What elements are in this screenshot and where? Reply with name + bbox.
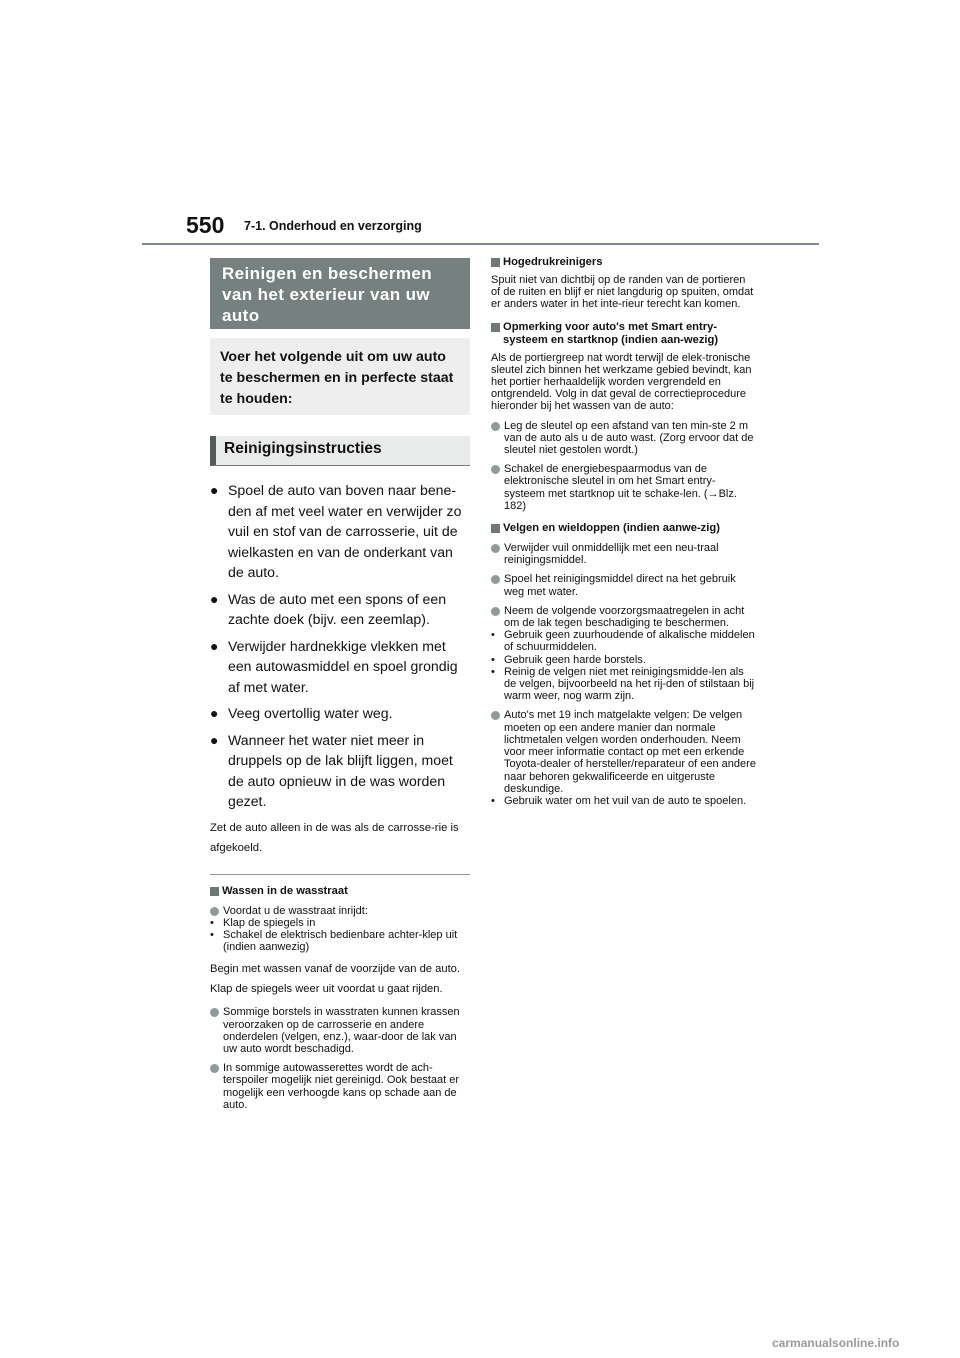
high-pressure-heading: Hogedrukreinigers: [491, 256, 756, 269]
circle-bullet-icon: [491, 575, 500, 584]
list-item: ● Spoel de auto van boven naar bene-den af met veel water en verwijder zo vuil en stof van de carrosserie, uit de wielkasten en van de onderkant van de auto.: [210, 482, 462, 580]
circle-bullet-icon: [491, 422, 500, 431]
wheels-heading: Velgen en wieldoppen (indien aanwe-zig): [491, 522, 756, 535]
cleaning-steps-list: [210, 480, 470, 812]
header-divider: [142, 243, 819, 245]
circle-bullet-icon: [210, 907, 219, 916]
list-item: • Klap de spiegels in: [210, 916, 316, 929]
list-item: ● Veeg overtollig water weg.: [210, 703, 470, 724]
list-item: • Gebruik water om het vuil van de auto te spoelen.: [491, 794, 747, 807]
smart-entry-heading: Opmerking voor auto's met Smart entry-systeem en startknop (indien aan-wezig): [491, 321, 756, 347]
high-pressure-text: Spuit niet van dichtbij op de randen van de portieren of de ruiten en blijf er niet langdurig op spuiten, omdat er anders water in het inte-rieur terecht kan komen.: [491, 274, 754, 311]
smart-entry-text: Als de portiergreep nat wordt terwijl de elek-tronische sleutel zich binnen het werkzame gebied bevindt, kan het portier herhaaldelijk worden vergrendeld en ontgrendeld. Volg in dat geval de correctieprocedure hieronder bij het wassen van de auto:: [491, 351, 752, 413]
list-item: In sommige autowasserettes wordt de ach-terspoiler mogelijk niet gereinigd. Ook bestaat er mogelijk een verhoogde kans op schade aan de auto.: [210, 1062, 470, 1111]
list-item: Sommige borstels in wasstraten kunnen krassen veroorzaken op de carrosserie en andere onderdelen (velgen, enz.), waar-door de lak van uw auto wordt beschadigd.: [210, 1006, 470, 1055]
list-item: Schakel de energiebespaarmodus van de elektronische sleutel in om het Smart entry-systeem met startknop uit te schake-len. (→Blz. 182): [491, 463, 756, 512]
circle-bullet-icon: [491, 544, 500, 553]
list-item: • Gebruik geen harde borstels.: [491, 653, 646, 666]
section-title: Reinigen en beschermen van het exterieur van uw auto: [210, 258, 470, 329]
list-item: Neem de volgende voorzorgsmaatregelen in acht om de lak tegen beschadiging te beschermen. • Gebruik geen zuurhoudende of alkalische middelen of schuurmiddelen. • Gebruik geen harde borstels. • Reinig de velgen niet met reinigingsmidde-len als de velgen, bijvoorbeeld na het rij-den of stilstaan bij warm weer, nog warm zijn.: [491, 604, 755, 703]
bullet-icon: ●: [210, 637, 219, 654]
circle-bullet-icon: [210, 1064, 219, 1073]
right-column: [491, 256, 756, 807]
square-bullet-icon: [491, 258, 500, 267]
chapter-title: 7-1. Onderhoud en verzorging: [244, 219, 422, 233]
square-bullet-icon: [491, 524, 500, 533]
list-item: Leg de sleutel op een afstand van ten min-ste 2 m van de auto als u de auto wast. (Zorg ervoor dat de sleutel niet gestolen wordt.): [491, 420, 756, 457]
bullet-icon: ●: [210, 731, 219, 748]
page-number: 550: [186, 212, 225, 238]
circle-bullet-icon: [210, 1008, 219, 1017]
list-item: ● Verwijder hardnekkige vlekken met een autowasmiddel en spoel grondig af met water.: [210, 637, 458, 695]
square-bullet-icon: [491, 323, 500, 332]
list-item: Verwijder vuil onmiddellijk met een neu-traal reinigingsmiddel.: [491, 542, 756, 566]
bullet-icon: ●: [210, 482, 219, 498]
circle-bullet-icon: [491, 607, 500, 616]
square-bullet-icon: [210, 887, 219, 896]
circle-bullet-icon: [491, 465, 500, 474]
divider: [210, 874, 470, 875]
list-item: • Schakel de elektrisch bedienbare achter-klep uit (indien aanwezig): [210, 928, 458, 954]
list-item: • Gebruik geen zuurhoudende of alkalische middelen of schuurmiddelen.: [491, 629, 755, 654]
bullet-icon: ●: [210, 705, 219, 721]
car-wash-paragraph: Begin met wassen vanaf de voorzijde van de auto. Klap de spiegels weer uit voordat u gaat rijden.: [210, 963, 461, 995]
intro-text: Voer het volgende uit om uw auto te beschermen en in perfecte staat te houden:: [210, 338, 470, 415]
list-item: ● Was de auto met een spons of een zachte doek (bijv. een zeemlap).: [210, 590, 447, 627]
list-item: Spoel het reinigingsmiddel direct na het gebruik weg met water.: [491, 573, 756, 597]
bullet-icon: ●: [210, 590, 219, 607]
footer-watermark: carmanualsonline.info: [772, 1336, 900, 1350]
left-column: [210, 258, 470, 1111]
list-item: Voordat u de wasstraat inrijdt: • Klap de spiegels in • Schakel de elektrisch bedienbare achter-klep uit (indien aanwezig): [210, 905, 470, 954]
cooling-note: Zet de auto alleen in de was als de carrosse-rie is afgekoeld.: [210, 821, 459, 854]
car-wash-heading: Wassen in de wasstraat: [210, 885, 470, 898]
cleaning-instructions-heading: Reinigingsinstructies: [210, 436, 470, 466]
page-header: [0, 0, 960, 250]
list-item: • Reinig de velgen niet met reinigingsmidde-len als de velgen, bijvoorbeeld na het rij-den of stilstaan bij warm weer, nog warm zijn.: [491, 665, 755, 703]
circle-bullet-icon: [491, 711, 500, 720]
list-item: Auto's met 19 inch matgelakte velgen: De velgen moeten op een andere manier dan normale lichtmetalen velgen worden onderhouden. Neem voor meer informatie contact op met een erkende Toyota-dealer of hersteller/reparateur of een andere naar behoren gekwalificeerde en uitgeruste deskundige. • Gebruik water om het vuil van de auto te spoelen.: [491, 709, 756, 807]
list-item: ● Wanneer het water niet meer in druppels op de lak blijft liggen, moet de auto opnieuw in de was worden gezet.: [210, 731, 453, 809]
